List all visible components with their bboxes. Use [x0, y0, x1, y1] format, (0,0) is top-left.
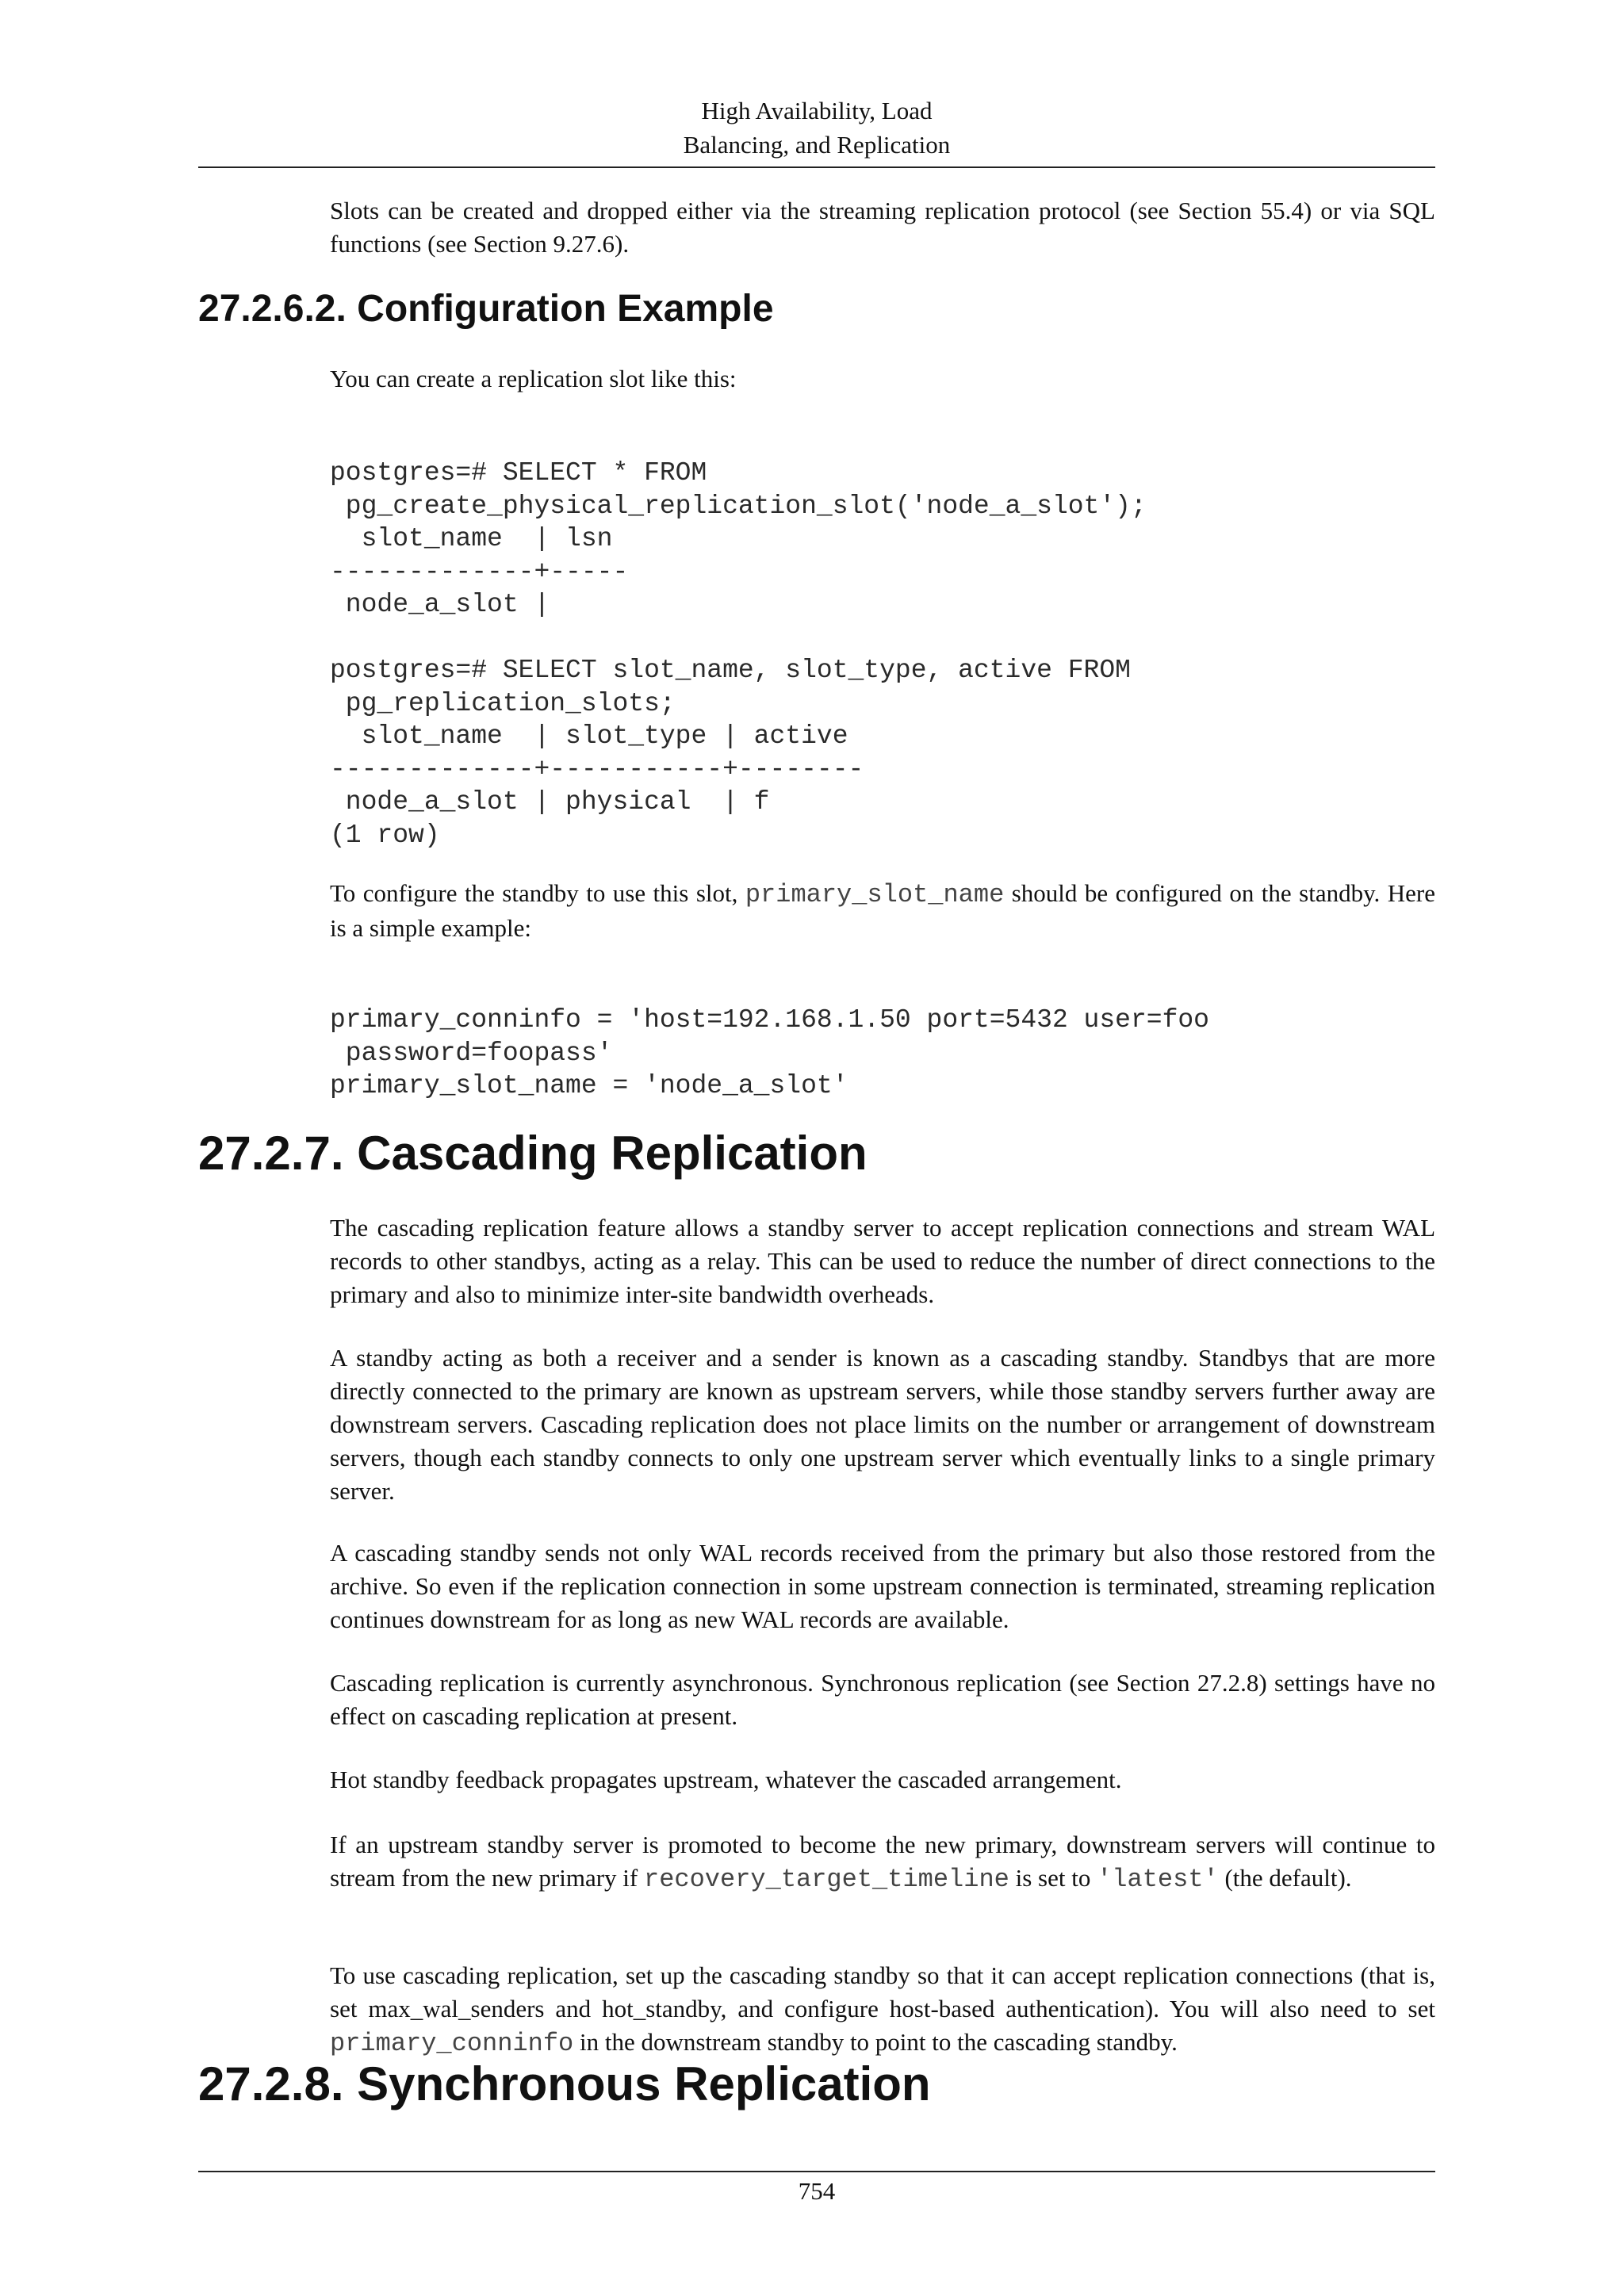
code-block-standby-config: primary_conninfo = 'host=192.168.1.50 port=5432 user=foo password=foopass' primary_slot_name = 'node_a_slot': [330, 1005, 1209, 1100]
page-number: 754: [798, 2177, 836, 2205]
cascading-p6-text-1: If an upstream standby server is promoted to become the new primary, downstream servers will continue to stream from the new primary if: [330, 1831, 1435, 1892]
cascading-paragraph-2: A standby acting as both a receiver and a sender is known as a cascading standby. Standbys that are more directly connected to the primary are known as upstream servers, while those standby servers further away are downstream servers. Cascading replication does not place limits on the number or arrangement of downstream servers, though each standby connects to only one upstream server which eventually links to a single primary server.: [330, 1344, 1435, 1505]
cascading-p6-text-2: is set to: [1009, 1864, 1097, 1892]
standby-config-text-2: should be configured on the standby. Here is a simple example:: [330, 879, 1435, 942]
cascading-paragraph-3: A cascading standby sends not only WAL records received from the primary but also those restored from the archive. So even if the replication connection in some upstream connection is terminated, streaming replication continues downstream for as long as new WAL records are available.: [330, 1539, 1435, 1633]
cascading-paragraph-4: Cascading replication is currently asynchronous. Synchronous replication (see Section 27.2.8) settings have no effect on cascading replication at present.: [330, 1669, 1435, 1730]
cascading-paragraph-5: Hot standby feedback propagates upstream, whatever the cascaded arrangement.: [330, 1766, 1122, 1793]
section-title-synchronous-replication: 27.2.8. Synchronous Replication: [198, 2057, 931, 2110]
standby-config-paragraph: [330, 877, 1435, 945]
config-lead-paragraph: You can create a replication slot like this:: [330, 365, 737, 392]
standby-config-text-1: To configure the standby to use this slot,: [330, 879, 745, 907]
intro-paragraph: Slots can be created and dropped either via the streaming replication protocol (see Section 55.4) or via SQL functions (see Section 9.27.6).: [330, 197, 1435, 258]
recovery-target-timeline-code: recovery_target_timeline: [643, 1865, 1009, 1894]
running-header: [198, 94, 1435, 168]
section-title-cascading-replication: 27.2.7. Cascading Replication: [198, 1127, 868, 1180]
primary-conninfo-code: primary_conninfo: [330, 2029, 574, 2058]
section-title-configuration-example: 27.2.6.2. Configuration Example: [198, 288, 774, 330]
code-block-create-slot: postgres=# SELECT * FROM pg_create_physical_replication_slot('node_a_slot'); slot_name | lsn -------------+----- node_a_slot | postgres=# SELECT slot_name, slot_type, active FROM pg_replication_slots; slot_name | slot_type | active -------------+-----------+-------- node_a_slot | physical | f (1 row): [330, 458, 1147, 850]
cascading-paragraph-6: [330, 1828, 1435, 1896]
running-header-line-1: High Availability, Load: [701, 97, 933, 124]
cascading-p7-text-2: in the downstream standby to point to the cascading standby.: [573, 2028, 1178, 2056]
cascading-p7-text-1: To use cascading replication, set up the cascading standby so that it can accept replication connections (that is, set max_wal_senders and hot_standby, and configure host-based authentication). You will also need to set: [330, 1961, 1435, 2022]
cascading-p6-text-3: (the default).: [1218, 1864, 1352, 1892]
cascading-paragraph-7: [330, 1959, 1435, 2061]
cascading-paragraph-1: The cascading replication feature allows a standby server to accept replication connections and stream WAL records to other standbys, acting as a relay. This can be used to reduce the number of direct connections to the primary and also to minimize inter-site bandwidth overheads.: [330, 1214, 1435, 1308]
latest-code: 'latest': [1097, 1865, 1219, 1894]
footer-rule: [198, 2171, 1435, 2172]
primary-slot-name-code: primary_slot_name: [745, 880, 1005, 909]
running-header-line-2: Balancing, and Replication: [683, 131, 951, 159]
